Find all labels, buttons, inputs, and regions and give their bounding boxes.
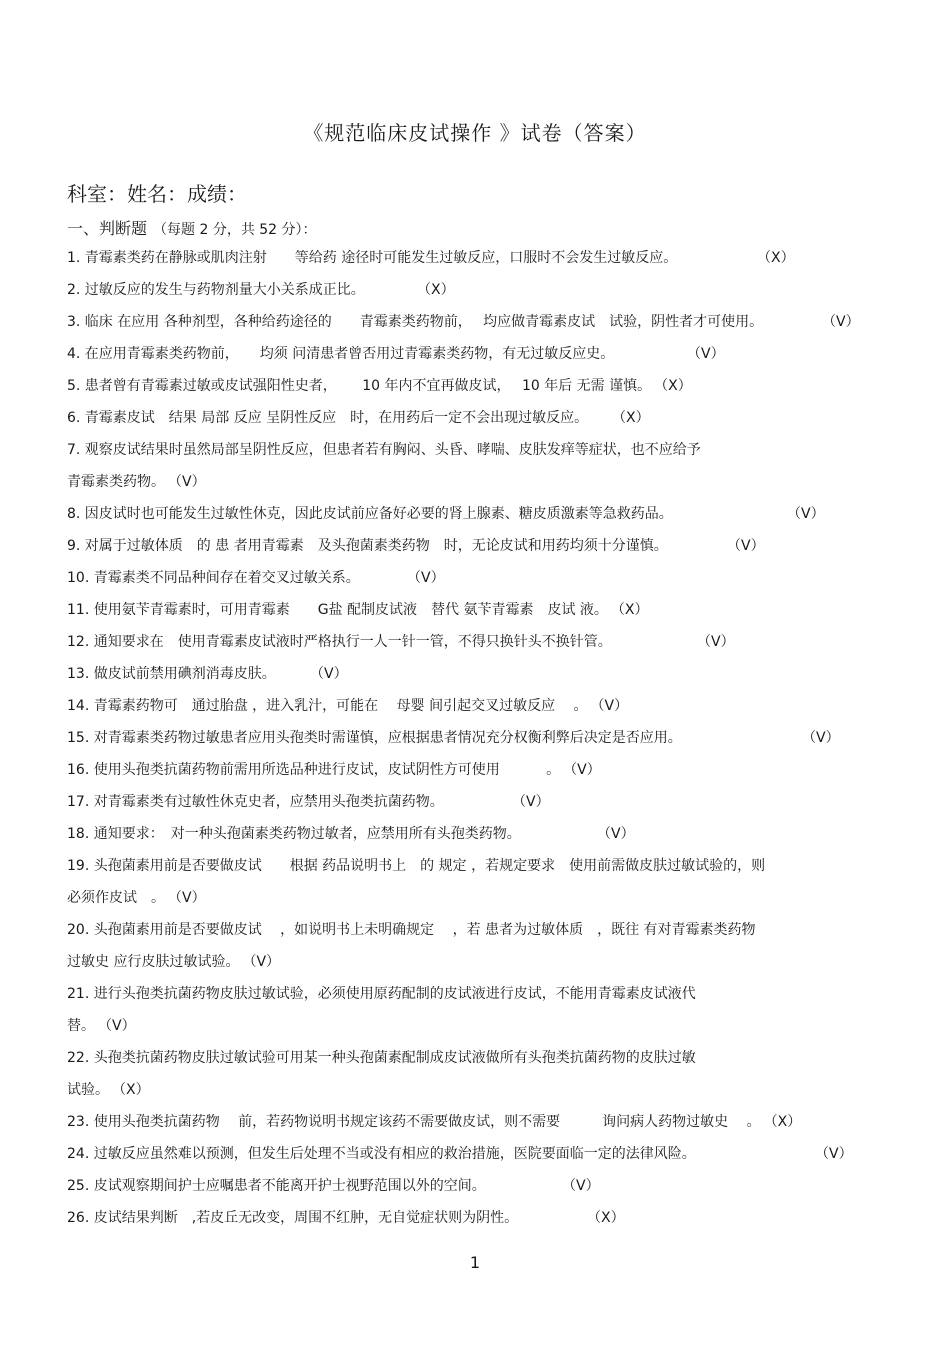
- question-text: 25. 皮试观察期间护士应嘱患者不能离开护士视野范围以外的空间。: [67, 1178, 486, 1194]
- question-item: [67, 375, 877, 407]
- question-item: [67, 311, 877, 343]
- answer-mark: （X）: [417, 282, 455, 298]
- question-text: 6. 青霉素皮试 结果 局部 反应 呈阴性反应 时，在用药后一定不会出现过敏反应。: [67, 410, 589, 426]
- question-text: 4. 在应用青霉素类药物前， 均须 问清患者曾否用过青霉素类药物，有无过敏反应史。: [67, 346, 615, 362]
- question-item: [67, 855, 877, 887]
- question-text: 23. 使用头孢类抗菌药物 前，若药物说明书规定该药不需要做皮试，则不需要 询问病人药物过敏史 。: [67, 1114, 761, 1130]
- question-continuation: [67, 887, 877, 919]
- question-text: 12. 通知要求在 使用青霉素皮试液时严格执行一人一针一管，不得只换针头不换针管。: [67, 634, 612, 650]
- answer-mark: （V）: [822, 314, 860, 330]
- question-item: [67, 983, 877, 1015]
- question-list: [67, 247, 877, 1239]
- answer-mark: （V）: [687, 346, 725, 362]
- question-text: 21. 进行头孢类抗菌药物皮肤过敏试验，必须使用原药配制的皮试液进行皮试，不能用青霉素皮试液代: [67, 986, 696, 1002]
- question-continuation-text: 必须作皮试 。: [67, 890, 165, 906]
- answer-mark: （V）: [105, 1018, 136, 1034]
- question-text: 11. 使用氨苄青霉素时，可用青霉素 G盐 配制皮试液 替代 氨苄青霉素 皮试 液。: [67, 602, 608, 618]
- question-item: [67, 407, 877, 439]
- question-continuation: [67, 1015, 877, 1047]
- question-text: 24. 过敏反应虽然难以预测，但发生后处理不当或没有相应的救治措施，医院要面临一定的法律风险。: [67, 1146, 696, 1162]
- question-text: 19. 头孢菌素用前是否要做皮试 根据 药品说明书上 的 规定 ，若规定要求 使用前需做皮肤过敏试验的，则: [67, 858, 766, 874]
- question-item: [67, 343, 877, 375]
- question-continuation-text: 替。: [67, 1018, 95, 1034]
- question-item: [67, 1207, 877, 1239]
- answer-mark: （V）: [597, 698, 629, 714]
- question-item: [67, 567, 877, 599]
- question-item: [67, 663, 877, 695]
- answer-mark: （X）: [119, 1082, 150, 1098]
- answer-mark: （X）: [757, 250, 795, 266]
- question-item: [67, 919, 877, 951]
- answer-mark: （V）: [310, 666, 348, 682]
- answer-mark: （V）: [175, 474, 206, 490]
- question-item: [67, 823, 877, 855]
- question-text: 13. 做皮试前禁用碘剂消毒皮肤。: [67, 666, 276, 682]
- question-item: [67, 599, 877, 631]
- question-text: 5. 患者曾有青霉素过敏或皮试强阳性史者， 10 年内不宜再做皮试， 10 年后 无需 谨慎。: [67, 378, 652, 394]
- question-text: 10. 青霉素类不同品种间存在着交叉过敏关系。: [67, 570, 360, 586]
- question-text: 15. 对青霉素类药物过敏患者应用头孢类时需谨慎，应根据患者情况充分权衡利弊后决定是否应用。: [67, 730, 682, 746]
- answer-mark: （X）: [612, 410, 650, 426]
- answer-mark: （X）: [661, 378, 692, 394]
- answer-mark: （V）: [570, 762, 601, 778]
- question-continuation: [67, 471, 877, 503]
- answer-mark: （V）: [727, 538, 765, 554]
- question-item: [67, 759, 877, 791]
- question-item: [67, 535, 877, 567]
- question-item: [67, 503, 877, 535]
- page-number: 1: [469, 1253, 481, 1272]
- question-item: [67, 439, 877, 471]
- question-item: [67, 279, 877, 311]
- question-text: 9. 对属于过敏体质 的 患 者用青霉素 及头孢菌素类药物 时，无论皮试和用药均须十分谨慎。: [67, 538, 668, 554]
- info-header: 科室：姓名：成绩：: [67, 182, 247, 206]
- section-heading: [67, 216, 317, 239]
- answer-mark: （V）: [249, 954, 281, 970]
- question-text: 7. 观察皮试结果时虽然局部呈阴性反应，但患者若有胸闷、头昏、哮喘、皮肤发痒等症状，也不应给予: [67, 442, 701, 458]
- question-text: 1. 青霉素类药在静脉或肌肉注射 等给药 途径时可能发生过敏反应，口服时不会发生过敏反应。: [67, 250, 678, 266]
- question-item: [67, 791, 877, 823]
- question-text: 3. 临床 在应用 各种剂型，各种给药途径的 青霉素类药物前， 均应做青霉素皮试 试验，阴性者才可使用。: [67, 314, 764, 330]
- question-text: 18. 通知要求： 对一种头孢菌素类药物过敏者，应禁用所有头孢类药物。: [67, 826, 521, 842]
- question-continuation-text: 试验。: [67, 1082, 109, 1098]
- answer-mark: （V）: [697, 634, 735, 650]
- answer-mark: （V）: [787, 506, 825, 522]
- answer-mark: （V）: [815, 1146, 853, 1162]
- question-text: 22. 头孢类抗菌药物皮肤过敏试验可用某一种头孢菌素配制成皮试液做所有头孢类抗菌药物的皮肤过敏: [67, 1050, 696, 1066]
- question-item: [67, 1175, 877, 1207]
- answer-mark: （V）: [175, 890, 206, 906]
- question-continuation: [67, 951, 877, 983]
- answer-mark: （V）: [407, 570, 445, 586]
- answer-mark: （X）: [770, 1114, 802, 1130]
- question-item: [67, 247, 877, 279]
- question-text: 17. 对青霉素类有过敏性休克史者，应禁用头孢类抗菌药物。: [67, 794, 444, 810]
- question-item: [67, 695, 877, 727]
- question-item: [67, 727, 877, 759]
- question-text: 26. 皮试结果判断 ,若皮丘无改变，周围不红肿，无自觉症状则为阴性。: [67, 1210, 519, 1226]
- question-text: 8. 因皮试时也可能发生过敏性休克，因此皮试前应备好必要的肾上腺素、糖皮质激素等急救药品。: [67, 506, 673, 522]
- document-title: 《规范临床皮试操作 》试卷（答案）: [303, 121, 647, 145]
- answer-mark: （V）: [802, 730, 840, 746]
- question-text: 20. 头孢菌素用前是否要做皮试 ，如说明书上未明确规定 ，若 患者为过敏体质 ，既往 有对青霉素类药物: [67, 922, 756, 938]
- answer-mark: （V）: [562, 1178, 600, 1194]
- question-text: 14. 青霉素药物可 通过胎盘 ，进入乳汁，可能在 母婴 间引起交叉过敏反应 。: [67, 698, 588, 714]
- answer-mark: （X）: [617, 602, 649, 618]
- answer-mark: （V）: [597, 826, 635, 842]
- question-text: 2. 过敏反应的发生与药物剂量大小关系成正比。: [67, 282, 365, 298]
- question-continuation: [67, 1079, 877, 1111]
- answer-mark: （V）: [512, 794, 550, 810]
- section-heading-note: （每题 2 分，共 52 分）：: [153, 222, 317, 238]
- section-heading-label: 一、判断题: [67, 219, 148, 238]
- question-item: [67, 631, 877, 663]
- answer-mark: （X）: [587, 1210, 625, 1226]
- question-item: [67, 1047, 877, 1079]
- question-continuation-text: 青霉素类药物。: [67, 474, 165, 490]
- question-text: 16. 使用头孢类抗菌药物前需用所选品种进行皮试，皮试阴性方可使用 。: [67, 762, 561, 778]
- question-continuation-text: 过敏史 应行皮肤过敏试验。: [67, 954, 240, 970]
- question-item: [67, 1111, 877, 1143]
- question-item: [67, 1143, 877, 1175]
